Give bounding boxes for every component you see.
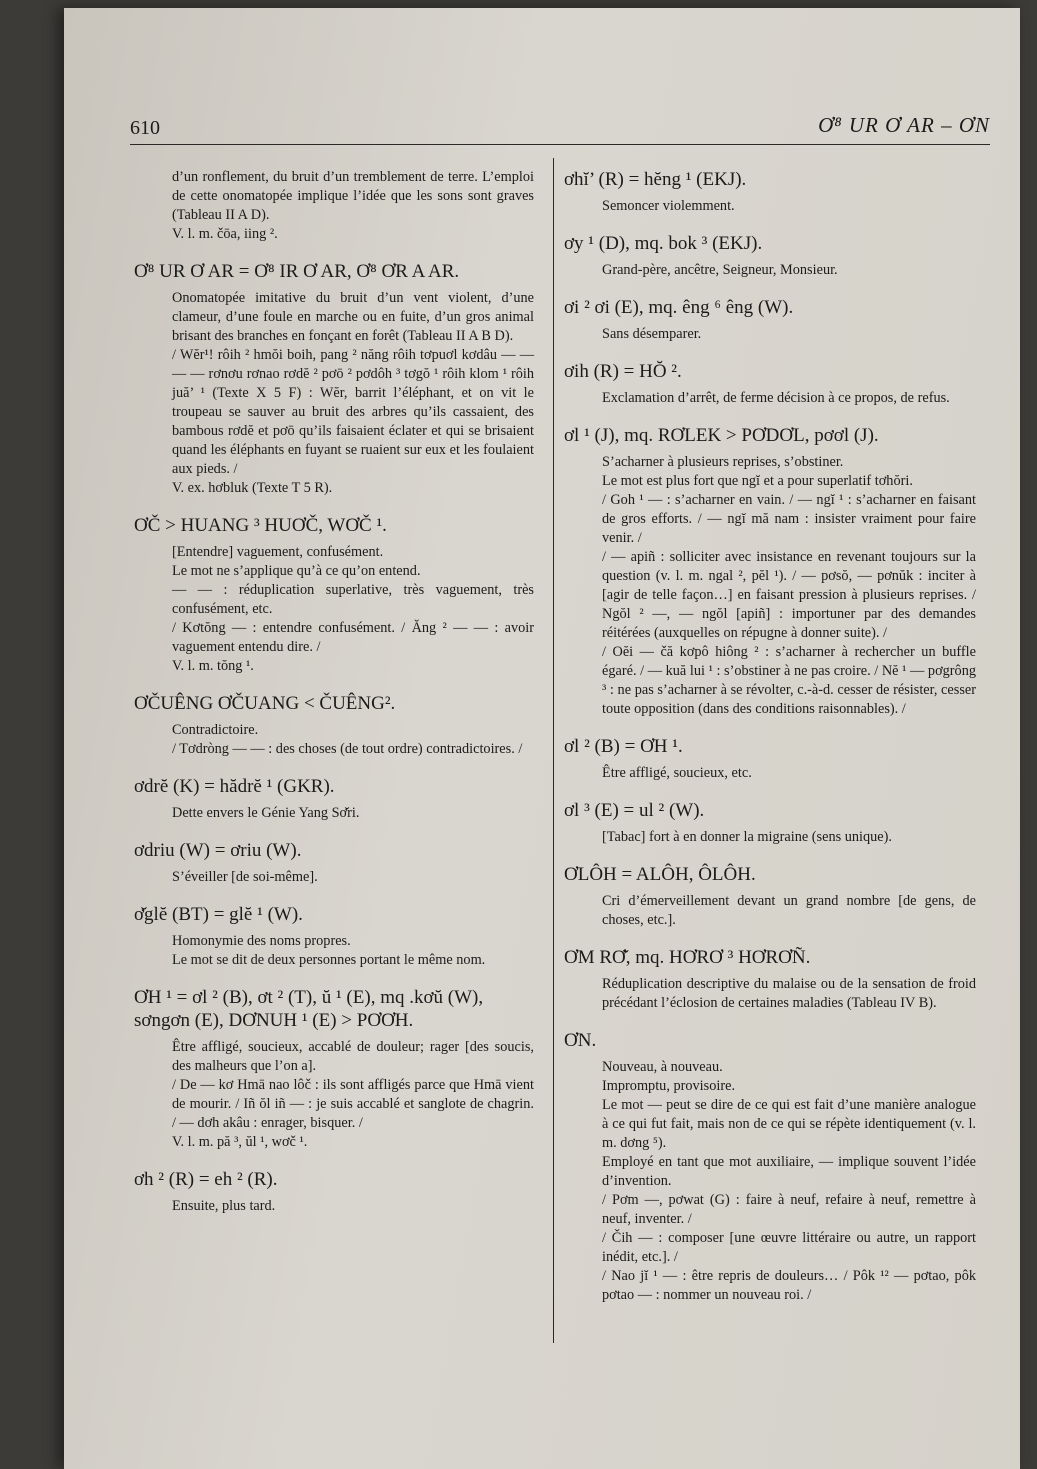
entry-definition-line: Ensuite, plus tard. [172,1198,276,1214]
dictionary-entry [564,168,976,216]
dictionary-entry [134,514,534,676]
entry-definition-line: [Tabac] fort à en donner la migraine (sens unique). [602,829,892,845]
entry-definition-line: — — : réduplication superlative, très vaguement, très confusément, etc. [172,582,534,617]
entry-definition-line: Homonymie des noms propres. [172,933,351,949]
entry-headword: ơih (R) = HŎ ². [564,361,682,382]
dictionary-page [64,8,1020,1469]
entry-headword: ƠN. [564,1030,597,1051]
entry-definition-line: Onomatopée imitative du bruit d’un vent violent, d’une clameur, d’une foule en marche ou en fuite, d’un gros animal brisant des branches en fonçant en forêt (Tableau II A B D). [172,290,534,344]
dictionary-entry [564,296,976,344]
entry-headword: Ơ⁸ UR Ơ AR = Ơ⁸ IR Ơ AR, Ơ⁸ ƠR A AR. [134,261,460,282]
entry-definition-line: d’un ronflement, du bruit d’un tremblement de terre. L’emploi de cette onomatopée implique l’idée que les sons sont graves (Tableau II A D). [172,169,534,223]
entry-definition-line: Exclamation d’arrêt, de ferme décision à ce propos, de refus. [602,390,950,406]
entry-headword: ƠM RƠ̆, mq. HƠRƠ ³ HƠRƠÑ. [564,947,811,968]
entry-definition-line: [Entendre] vaguement, confusément. [172,544,384,560]
entry-definition-line: V. ex. hơbluk (Texte T 5 R). [172,480,333,496]
entry-definition-line: / Tơdròng — — : des choses (de tout ordre) contradictoires. / [172,741,523,757]
entry-definition-line: Le mot est plus fort que ngĭ et a pour superlatif tơhŏri. [602,473,913,489]
entry-definition-line: S’éveiller [de soi-même]. [172,869,318,885]
entry-definition-line: V. l. m. čōa, iing ². [172,226,278,242]
dictionary-entry [134,839,534,887]
dictionary-entry [134,692,534,759]
entry-definition-line: Le mot se dit de deux personnes portant le même nom. [172,952,486,968]
entry-definition-line: / Čih — : composer [une œuvre littéraire ou autre, un rapport inédit, etc.]. / [602,1230,976,1265]
entry-definition-line: Être affligé, soucieux, accablé de douleur; rager [des soucis, des malheurs que l’on a]. [172,1039,534,1074]
entry-definition-line: Le mot — peut se dire de ce qui est fait d’une manière analogue à ce qui fut fait, mais non de ce qui se répète identiquement (v. l. m. dơng ⁵). [602,1097,976,1151]
entry-definition-line: Sans désemparer. [602,326,702,342]
dictionary-entry [134,168,534,244]
entry-headword: ơl ³ (E) = ul ² (W). [564,800,705,821]
entry-definition-line: V. l. m. tŏng ¹. [172,658,254,674]
entry-definition-line: / Pơm —, pơwat (G) : faire à neuf, refaire à neuf, remettre à neuf, inventer. / [602,1192,976,1227]
entry-definition-line: S’acharner à plusieurs reprises, s’obstiner. [602,454,844,470]
entry-definition-line: Semoncer violemment. [602,198,735,214]
entry-definition-line: / Wĕr¹! rôih ² hmŏi boih, pang ² năng rôih tơpuơl kơdâu — — — — rơnơu rơnao rơdĕ ² pơō ² pơdôh ³ tơgŏ ¹ rôih klom ¹ rôih juă’ ¹ (Texte X 5 F) : Wĕr, barrit l’éléphant, et on vit le troupeau se sauver au bruit des arbres qu’ils cassaient, des bambous rơdĕ et pơō qu’ils faisaient éclater et qui se brisaient quand les éléphants en fuyant se ruaient sur eux et les foulaient aux pieds. / [172,347,534,477]
entry-definition-line: V. l. m. pă ³, ŭl ¹, wơč ¹. [172,1134,308,1150]
entry-definition-line: / Goh ¹ — : s’acharner en vain. / — ngĭ ¹ : s’acharner en faisant de gros efforts. / — ngĭ mă nam : insister vraiment pour faire venir. / [602,492,976,546]
running-head: Ơ⁸ UR Ơ AR – ƠN [818,113,990,137]
dictionary-entry [134,903,534,970]
entry-definition-line: Grand-père, ancêtre, Seigneur, Monsieur. [602,262,838,278]
entry-headword: ƠH ¹ = ơl ² (B), ơt ² (T), ŭ ¹ (E), mq .kơŭ (W), sơngơn (E), DƠNUH ¹ (E) > PƠƠH. [134,987,484,1031]
entry-definition-line: Être affligé, soucieux, etc. [602,765,752,781]
entry-definition-line: / De — kơ Hmā nao lôč : ils sont affligés parce que Hmā vient de mourir. / Iñ ŏl iñ — : je suis accablé et sanglote de chagrin. / — dơh akâu : enrager, bisquer. / [172,1077,534,1131]
dictionary-entry [564,946,976,1013]
dictionary-entry [134,260,534,498]
entry-headword: ơl ¹ (J), mq. RƠLEK > PƠDƠL, pơơl (J). [564,425,879,446]
dictionary-entry [564,360,976,408]
dictionary-entry [134,1168,534,1216]
dictionary-entry [564,863,976,930]
entry-definition-line: Dette envers le Génie Yang Sơ̆ri. [172,805,360,821]
dictionary-entry [564,735,976,783]
dictionary-entry [564,799,976,847]
entry-definition-line: Cri d’émerveillement devant un grand nombre [de gens, de choses, etc.]. [602,893,976,928]
entry-headword: ơi ² ơi (E), mq. êng ⁶ êng (W). [564,297,794,318]
entry-definition-line: Le mot ne s’applique qu’à ce qu’on entend. [172,563,421,579]
dictionary-entry [564,424,976,719]
entry-headword: ƠČUÊNG ƠČUANG < ČUÊNG². [134,693,396,714]
dictionary-entry [134,986,534,1152]
entry-headword: ơy ¹ (D), mq. bok ³ (EKJ). [564,233,763,254]
entry-definition-line: Nouveau, à nouveau. [602,1059,723,1075]
entry-headword: ơdrĕ (K) = hădrĕ ¹ (GKR). [134,776,335,797]
entry-definition-line: / Nao jĭ ¹ — : être repris de douleurs… / Pôk ¹² — pơtao, pôk pơtao — : nommer un nouveau roi. / [602,1268,976,1303]
dictionary-entry [564,232,976,280]
entry-definition-line: / Oĕi — čă kơpô hiông ² : s’acharner à rechercher un buffle égaré. / — kuă lui ¹ : s’obstiner à ne pas croire. / Nĕ ¹ — pơgrông ³ : ne pas s’acharner à se révolter, c.-à-d. cesser de résister, cesser toute opposition (dans des conditions raisonnables). / [602,644,976,717]
entry-headword: ơ̆glĕ (BT) = glĕ ¹ (W). [134,904,303,925]
entry-headword: ơhĭ’ (R) = hĕng ¹ (EKJ). [564,169,747,190]
entry-definition-line: / — apiñ : solliciter avec insistance en revenant toujours sur la question (v. l. m. ngal ², pĕl ¹). / — pơsŏ, — pơnŭk : inciter à [agir de telle façon…] en faisant pression à plusieurs reprises. / Ngŏl ² —, — ngŏl [apiñ] : importuner par des demandes réitérées (auxquelles on répugne à donner suite). / [602,549,976,641]
page-number: 610 [130,117,160,139]
entry-definition-line: Réduplication descriptive du malaise ou de la sensation de froid précédant l’éclosion de certaines maladies (Tableau IV B). [602,976,976,1011]
entry-definition-line: Contradictoire. [172,722,259,738]
entry-definition-line: Employé en tant que mot auxiliaire, — implique souvent l’idée d’invention. [602,1154,976,1189]
entry-headword: ơh ² (R) = eh ² (R). [134,1169,278,1190]
entry-definition-line: / Kơtŏng — : entendre confusément. / Ăng ² — — : avoir vaguement entendu dire. / [172,620,534,655]
entry-headword: ơl ² (B) = ƠH ¹. [564,736,683,757]
page-header [130,104,990,145]
left-column [134,168,534,1232]
entry-headword: ƠLÔH = ALÔH, ÔLÔH. [564,864,756,885]
right-column [564,168,976,1321]
entry-definition-line: Impromptu, provisoire. [602,1078,736,1094]
column-divider [553,158,554,1343]
dictionary-entry [564,1029,976,1305]
entry-headword: ƠČ > HUANG ³ HUƠČ, WƠČ ¹. [134,515,387,536]
dictionary-entry [134,775,534,823]
entry-headword: ơdriu (W) = ơriu (W). [134,840,302,861]
